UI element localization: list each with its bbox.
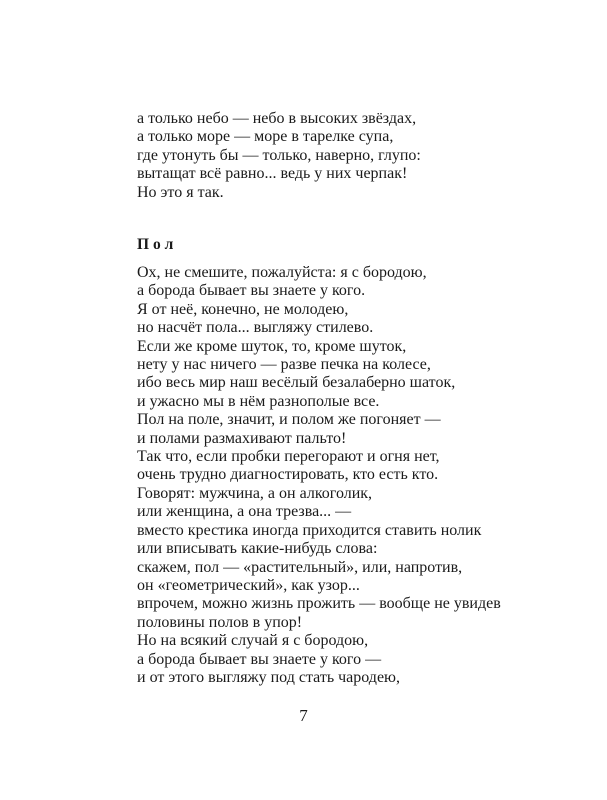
poem-line: Но это я так. (137, 183, 224, 201)
poem-line: или женщина, а она трезва... — (137, 503, 352, 521)
poem-line: Но на всякий случай я с бородою, (137, 632, 369, 650)
poem-line: очень трудно диагностировать, кто есть кто. (137, 466, 439, 484)
previous-poem-ending (137, 110, 421, 202)
page-number: 7 (299, 706, 308, 725)
poem-body (137, 264, 501, 687)
poem-line: он «геометрический», как узор... (137, 576, 360, 594)
poem-line: и ужасно мы в нём разнополые все. (137, 392, 380, 410)
poem-line: впрочем, можно жизнь прожить — вообще не увидев (137, 595, 501, 613)
poem-line: или вписывать какие-нибудь слова: (137, 540, 378, 558)
poem-line: а борода бывает вы знаете у кого — (137, 650, 382, 668)
poem-line: где утонуть бы — только, наверно, глупо: (137, 146, 421, 164)
poem-line: Если же кроме шуток, то, кроме шуток, (137, 337, 407, 355)
poem-line: но насчёт пола... выгляжу стилево. (137, 319, 374, 337)
poem-line: вытащат всё равно... ведь у них черпак! (137, 165, 408, 183)
poem-line: и от этого выгляжу под стать чародею, (137, 668, 400, 686)
poem-line: скажем, пол — «растительный», или, напротив, (137, 558, 463, 576)
poem-line: а только небо — небо в высоких звёздах, (137, 110, 417, 127)
poem-line: вместо крестика иногда приходится ставить нолик (137, 521, 482, 539)
poem-line: а борода бывает вы знаете у кого. (137, 282, 366, 300)
poem-line: Говорят: мужчина, а он алкоголик, (137, 484, 373, 502)
poem-line: Ох, не смешите, пожалуйста: я с бородою, (137, 264, 427, 281)
poem-line: и полами размахивают пальто! (137, 429, 347, 447)
poem-line: половины полов в упор! (137, 613, 303, 631)
poem-line: а только море — море в тарелке супа, (137, 128, 394, 146)
poem-line: ибо весь мир наш весёлый безалаберно шаток, (137, 374, 456, 392)
poem-line: Так что, если пробки перегорают и огня нет, (137, 448, 440, 466)
poem-line: Пол на поле, значит, и полом же погоняет — (137, 411, 441, 429)
poem-title: Пол (137, 236, 178, 253)
poem-line: нету у нас ничего — разве печка на колесе, (137, 356, 431, 374)
poem-line: Я от неё, конечно, не молодею, (137, 300, 349, 318)
